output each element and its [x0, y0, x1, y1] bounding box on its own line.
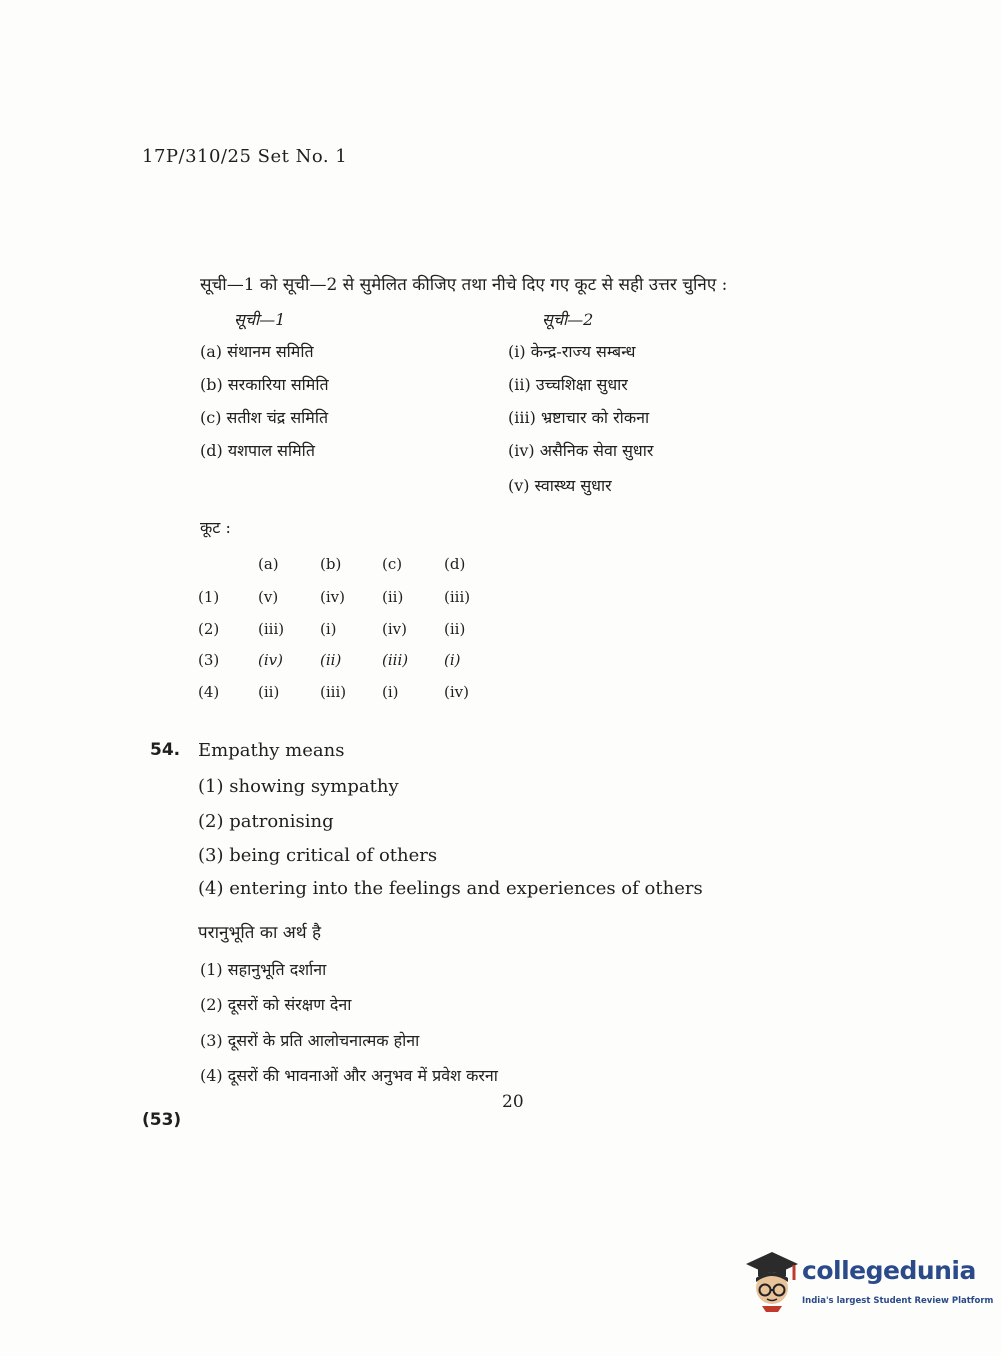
item-text: केन्द्र-राज्य सम्बन्ध	[530, 342, 636, 361]
list1-item	[200, 439, 315, 461]
codes-label: कूट :	[200, 518, 231, 537]
list2-item	[508, 474, 612, 496]
question-number: 54.	[150, 740, 181, 760]
option-label: (4)	[200, 1066, 223, 1085]
code-option: (2)	[198, 620, 220, 638]
code-cell: (iv)	[258, 651, 283, 669]
list2-item	[508, 439, 653, 461]
code-cell: (iii)	[444, 588, 471, 606]
code-cell: (ii)	[258, 683, 280, 701]
item-label: (i)	[508, 342, 526, 361]
codes-header-cell: (d)	[444, 555, 466, 573]
item-text: भ्रष्टाचार को रोकना	[540, 408, 650, 427]
code-cell: (i)	[320, 620, 337, 638]
item-label: (iii)	[508, 408, 536, 427]
item-label: (d)	[200, 441, 223, 460]
codes-header-cell: (a)	[258, 555, 279, 573]
item-text: असैनिक सेवा सुधार	[539, 441, 654, 460]
item-label: (c)	[200, 408, 222, 427]
option-label: (1)	[200, 960, 223, 979]
option-label: (3)	[200, 1031, 223, 1050]
option-text: patronising	[229, 811, 334, 832]
option-text: being critical of others	[229, 845, 438, 866]
list1-item	[200, 340, 314, 362]
option-label: (3)	[198, 845, 224, 866]
match-instruction: सूची—1 को सूची—2 से सुमेलित कीजिए तथा नीचे दिए गए कूट से सही उत्तर चुनिए :	[200, 275, 728, 295]
option-text: सहानुभूति दर्शाना	[227, 960, 327, 979]
list2-title: सूची—2	[542, 310, 594, 329]
code-cell: (iv)	[320, 588, 345, 606]
option-label: (2)	[198, 811, 224, 832]
graduate-cap-face-icon	[742, 1250, 800, 1312]
code-cell: (iv)	[382, 620, 407, 638]
code-cell: (ii)	[444, 620, 466, 638]
code-cell: (i)	[382, 683, 399, 701]
codes-header-cell: (c)	[382, 555, 403, 573]
question-option-hindi	[200, 1064, 498, 1086]
list1-item	[200, 406, 328, 428]
code-cell: (ii)	[320, 651, 342, 669]
code-option: (4)	[198, 683, 220, 701]
codes-header-cell: (b)	[320, 555, 342, 573]
question-reference: (53)	[142, 1110, 182, 1130]
page-number: 20	[502, 1092, 524, 1112]
code-cell: (iv)	[444, 683, 469, 701]
option-text: entering into the feelings and experiences of others	[229, 878, 703, 899]
item-text: सरकारिया समिति	[227, 375, 329, 394]
code-cell: (iii)	[382, 651, 409, 669]
list2-item	[508, 406, 649, 428]
list1-title: सूची—1	[234, 310, 286, 329]
option-label: (1)	[198, 776, 224, 797]
option-text: दूसरों के प्रति आलोचनात्मक होना	[227, 1031, 420, 1050]
item-text: यशपाल समिति	[227, 441, 315, 460]
item-label: (a)	[200, 342, 223, 361]
item-text: संथानम समिति	[227, 342, 314, 361]
paper-code: 17P/310/25 Set No. 1	[142, 146, 348, 167]
item-label: (ii)	[508, 375, 531, 394]
question-option-hindi	[200, 958, 326, 980]
option-text: दूसरों को संरक्षण देना	[227, 995, 352, 1014]
item-text: सतीश चंद्र समिति	[226, 408, 329, 427]
code-cell: (ii)	[382, 588, 404, 606]
list2-item	[508, 373, 628, 395]
option-text: दूसरों की भावनाओं और अनुभव में प्रवेश करना	[227, 1066, 498, 1085]
question-option-hindi	[200, 993, 351, 1015]
code-cell: (iii)	[320, 683, 347, 701]
logo-tagline: India's largest Student Review Platform	[802, 1296, 994, 1306]
logo-wordmark: collegedunia	[802, 1256, 976, 1285]
question-text: Empathy means	[198, 740, 345, 761]
code-cell: (v)	[258, 588, 279, 606]
item-label: (iv)	[508, 441, 535, 460]
question-option	[198, 878, 703, 899]
question-option	[198, 776, 399, 797]
list2-item	[508, 340, 635, 362]
option-text: showing sympathy	[229, 776, 399, 797]
item-text: उच्चशिक्षा सुधार	[535, 375, 628, 394]
code-option: (3)	[198, 651, 220, 669]
code-cell: (i)	[444, 651, 461, 669]
list1-item	[200, 373, 329, 395]
item-text: स्वास्थ्य सुधार	[534, 476, 612, 495]
item-label: (v)	[508, 476, 530, 495]
question-option-hindi	[200, 1029, 419, 1051]
question-option	[198, 845, 437, 866]
code-cell: (iii)	[258, 620, 285, 638]
question-text-hindi: परानुभूति का अर्थ है	[198, 923, 322, 943]
item-label: (b)	[200, 375, 223, 394]
collegedunia-logo	[742, 1250, 994, 1312]
code-option: (1)	[198, 588, 220, 606]
option-label: (2)	[200, 995, 223, 1014]
question-option	[198, 811, 334, 832]
option-label: (4)	[198, 878, 224, 899]
